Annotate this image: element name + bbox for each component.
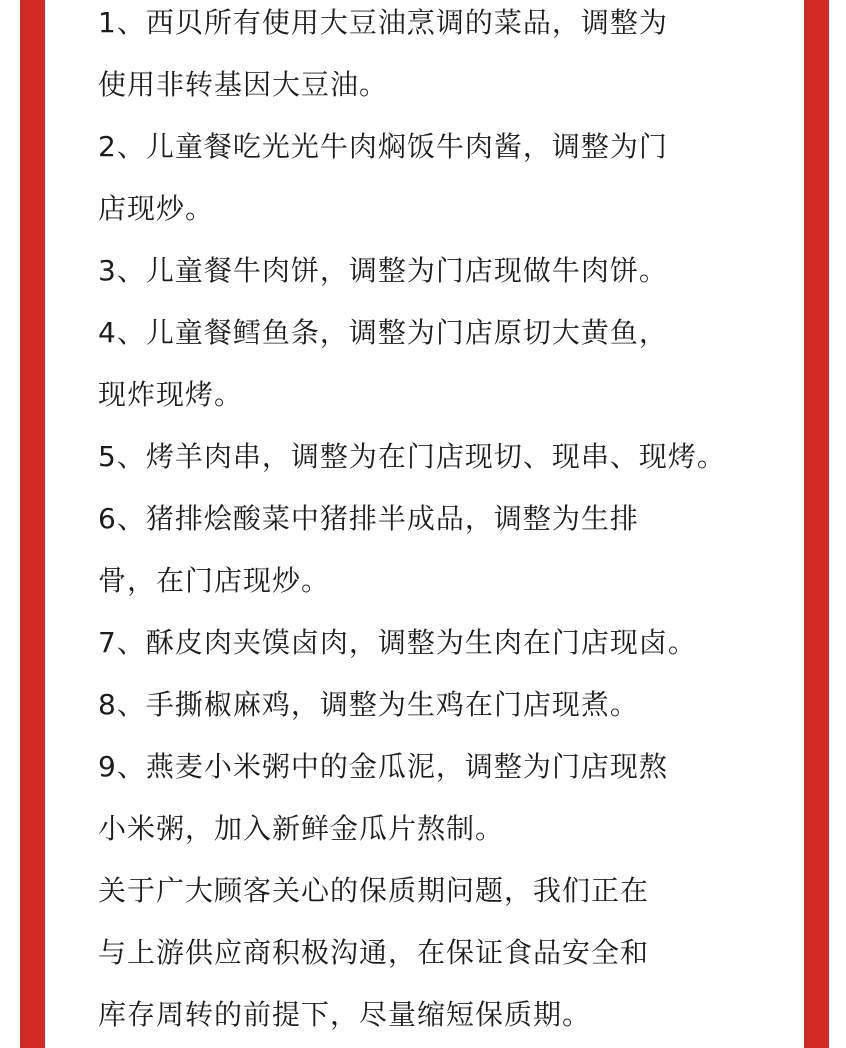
left-red-border (20, 0, 45, 1048)
text-line: 3、儿童餐牛肉饼，调整为门店现做牛肉饼。 (98, 254, 668, 287)
text-line: 与上游供应商积极沟通，在保证食品安全和 (98, 936, 650, 969)
text-line: 7、酥皮肉夹馍卤肉，调整为生肉在门店现卤。 (98, 626, 697, 659)
text-line: 店现炒。 (98, 192, 215, 225)
text-line: 6、猪排烩酸菜中猪排半成品，调整为生排 (98, 502, 639, 535)
text-line: 小米粥，加入新鲜金瓜片熬制。 (98, 812, 505, 845)
right-red-border (804, 0, 829, 1048)
text-line: 现炸现烤。 (98, 378, 244, 411)
text-line: 骨，在门店现炒。 (98, 564, 331, 597)
text-line: 5、烤羊肉串，调整为在门店现切、现串、现烤。 (98, 440, 726, 473)
announcement-text (98, 0, 788, 1046)
text-line: 8、手撕椒麻鸡，调整为生鸡在门店现煮。 (98, 688, 639, 721)
text-line: 库存周转的前提下，尽量缩短保质期。 (98, 998, 592, 1031)
text-line: 9、燕麦小米粥中的金瓜泥，调整为门店现熬 (98, 750, 668, 783)
text-line: 2、儿童餐吃光光牛肉焖饭牛肉酱，调整为门 (98, 130, 668, 163)
text-line: 1、西贝所有使用大豆油烹调的菜品，调整为 (98, 6, 668, 39)
text-line: 关于广大顾客关心的保质期问题，我们正在 (98, 874, 650, 907)
text-line: 使用非转基因大豆油。 (98, 68, 389, 101)
text-line: 4、儿童餐鳕鱼条，调整为门店原切大黄鱼， (98, 316, 668, 349)
